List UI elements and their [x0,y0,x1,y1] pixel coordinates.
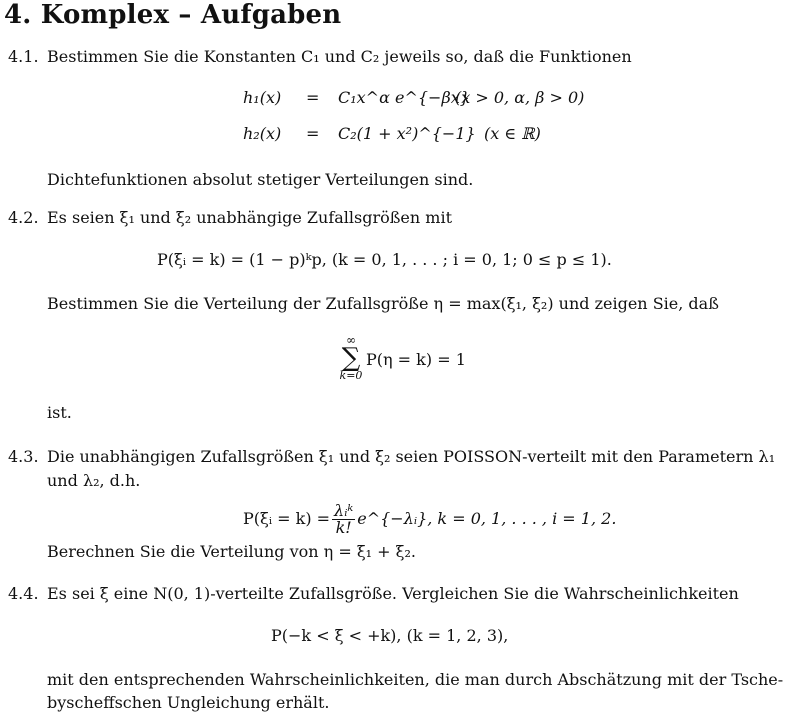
task-4-2-text2: Bestimmen Sie die Verteilung der Zufallsgröße η = max(ξ₁, ξ₂) und zeigen Sie, daß [47,294,719,313]
sum-lower-limit: k=0 [339,369,363,382]
eq-h1-condition: (x > 0, α, β > 0) [455,88,585,107]
task-4-1-text2: Dichtefunktionen absolut stetiger Verteilungen sind. [47,170,474,189]
task-4-3-text: Die unabhängigen Zufallsgrößen ξ₁ und ξ₂ seien POISSON-verteilt mit den Parametern λ₁ [47,447,776,466]
sum-symbol [336,334,366,382]
task-4-1-text: Bestimmen Sie die Konstanten C₁ und C₂ jeweils so, daß die Funktionen [47,47,632,66]
eq-h2-condition: (x ∈ ℝ) [484,124,541,143]
fraction-numerator: λᵢᵏ [334,500,354,520]
task-4-2-text3: ist. [47,403,72,422]
eq-sum-body: P(η = k) = 1 [366,350,466,369]
task-4-4-text3: byscheffschen Ungleichung erhält. [47,693,330,712]
eq-h2-equals: = [306,124,320,143]
eq-poisson [243,497,616,541]
task-number-4-3: 4.3. [8,447,39,466]
poisson-fraction [332,500,355,537]
task-number-4-4: 4.4. [8,584,39,603]
eq-geometric-distribution: P(ξᵢ = k) = (1 − p)ᵏp, (k = 0, 1, . . . ; i = 0, 1; 0 ≤ p ≤ 1). [157,250,612,269]
eq-poisson-rhs: e^{−λᵢ}, k = 0, 1, . . . , i = 1, 2. [357,509,617,528]
eq-poisson-lhs: P(ξᵢ = k) = [243,509,331,528]
task-4-4-text2: mit den entsprechenden Wahrscheinlichkeiten, die man durch Abschätzung mit der Tsche- [47,670,784,689]
eq-h2-rhs: C₂(1 + x²)^{−1} [338,124,476,143]
sigma-icon: ∑ [341,343,361,373]
task-4-3-text-b: und λ₂, d.h. [47,471,141,490]
task-number-4-2: 4.2. [8,208,39,227]
eq-normal-probability: P(−k < ξ < +k), (k = 1, 2, 3), [271,626,509,645]
page-title: 4. Komplex – Aufgaben [4,0,342,30]
task-4-3-text2: Berechnen Sie die Verteilung von η = ξ₁ + ξ₂. [47,542,416,561]
eq-h1-equals: = [306,88,320,107]
eq-h1-rhs: C₁x^α e^{−βx} [338,88,470,107]
task-4-2-text: Es seien ξ₁ und ξ₂ unabhängige Zufallsgrößen mit [47,208,453,227]
sum-upper-limit: ∞ [346,333,356,347]
eq-h1-lhs: h₁(x) [243,88,282,107]
task-4-4-text: Es sei ξ eine N(0, 1)-verteilte Zufallsgröße. Vergleichen Sie die Wahrscheinlichkeiten [47,584,739,603]
fraction-denominator: k! [335,517,352,537]
eq-h2-lhs: h₂(x) [243,124,282,143]
task-number-4-1: 4.1. [8,47,39,66]
